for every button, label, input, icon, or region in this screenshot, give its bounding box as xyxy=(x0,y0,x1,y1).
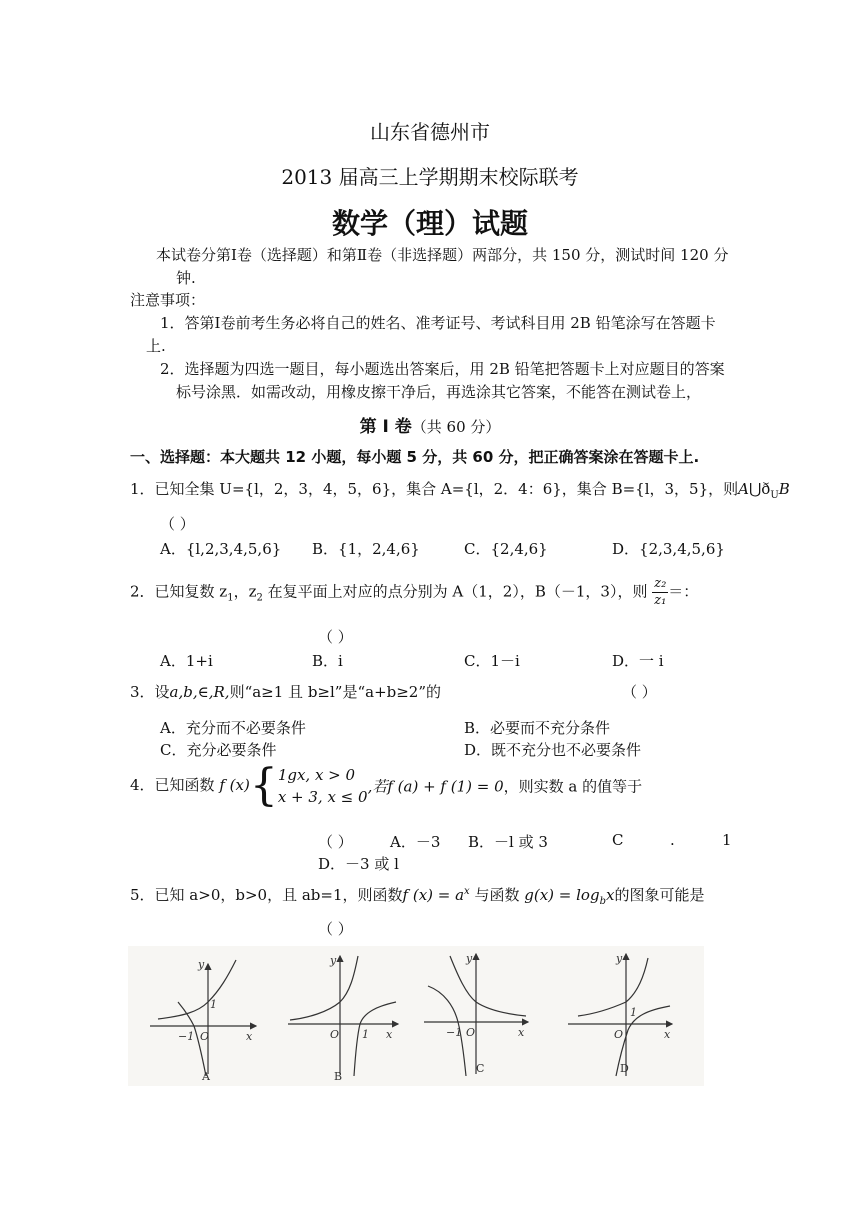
graph-a-x-label: x xyxy=(246,1030,253,1043)
q4-case-1: 1gx, x > 0 xyxy=(277,766,356,784)
q1-expr-a: A xyxy=(738,480,749,498)
q5-f1-sup: x xyxy=(464,886,470,897)
graph-b-exp-curve xyxy=(290,956,358,1020)
q5-f2-sub: b xyxy=(599,896,606,907)
graph-a-origin: O xyxy=(200,1030,210,1043)
graph-b-x-label: x xyxy=(386,1028,393,1041)
graph-b-origin: O xyxy=(330,1028,340,1041)
q5-graphs-figure xyxy=(128,946,704,1086)
graph-d xyxy=(568,954,672,1076)
q2-frac-num: z₂ xyxy=(654,576,667,591)
q3-text-pre: 3．设 xyxy=(130,683,170,701)
intro-line-1: 本试卷分第Ⅰ卷（选择题）和第Ⅱ卷（非选择题）两部分，共 150 分，测试时间 120 分 xyxy=(156,246,729,264)
q2-sub-2: 2 xyxy=(256,592,263,604)
q4-text-post: ，则实数 a 的值等于 xyxy=(503,777,643,796)
q4-cases xyxy=(278,764,368,808)
graph-c-neg-one: −1 xyxy=(446,1026,463,1039)
q5-text-pre: 5．已知 a>0，b>0，且 ab=1，则函数 xyxy=(130,886,403,904)
q2-tail: ＝： xyxy=(668,582,699,601)
graph-a-neg-one: −1 xyxy=(178,1030,195,1043)
q3-option-a: A．充分而不必要条件 xyxy=(160,719,306,737)
graph-b-one: 1 xyxy=(362,1028,369,1041)
region-title: 山东省德州市 xyxy=(370,120,490,144)
q2-frac-den: z₁ xyxy=(654,593,667,608)
q4-paren: （ ） xyxy=(318,833,353,851)
q4-condition: ,若f (a) + f (1) = 0 xyxy=(367,777,504,796)
graph-c-origin: O xyxy=(466,1026,476,1039)
q4-option-b: B．－l 或 3 xyxy=(468,833,548,851)
q3-paren: （ ） xyxy=(622,683,657,701)
graph-d-letter: D xyxy=(620,1062,629,1075)
q5-f1: f (x) = a xyxy=(402,886,465,904)
section-score: （共 60 分） xyxy=(411,418,501,436)
q1-expr-sub: U xyxy=(770,490,779,501)
q4-option-d: D．－3 或 l xyxy=(318,855,399,873)
q1-expr-op: ⋃ð xyxy=(748,480,771,498)
notice-item-2: 2．选择题为四选一题目，每小题选出答案后，用 2B 铅笔把答题卡上对应题目的答案 xyxy=(160,360,725,378)
q5-f2: g(x) = log xyxy=(524,886,600,904)
graph-a-y-label: y xyxy=(198,958,205,971)
q5-text-post: 的图象可能是 xyxy=(614,886,705,904)
notice-heading: 注意事项： xyxy=(130,291,206,309)
q2-mid-2: 在复平面上对应的点分别为 A（1，2），B（－1，3），则 xyxy=(262,582,648,601)
graph-a-exp-curve xyxy=(158,960,236,1019)
q2-sub-1: 1 xyxy=(227,592,234,604)
q1-option-d: D．{2,3,4,5,6} xyxy=(612,540,725,558)
q4-case-2: x + 3, x ≤ 0 xyxy=(277,788,368,806)
graph-b-letter: B xyxy=(334,1070,343,1083)
q2-option-d: D．一 i xyxy=(612,652,664,670)
graph-b-y-label: y xyxy=(330,954,337,967)
q3-option-d: D．既不充分也不必要条件 xyxy=(464,741,642,759)
q2-mid-1: ，z xyxy=(233,582,257,601)
graph-c xyxy=(424,954,528,1076)
question-2 xyxy=(130,576,698,609)
q4-brace: { xyxy=(249,760,278,811)
q5-f2-tail: x xyxy=(605,886,615,904)
q3-option-b: B．必要而不充分条件 xyxy=(464,719,611,737)
q5-paren: （ ） xyxy=(318,920,353,938)
q4-fx: f (x) xyxy=(219,776,250,794)
question-3 xyxy=(130,681,441,702)
subject-title: 数学（理）试题 xyxy=(331,207,528,240)
q1-paren: （ ） xyxy=(160,515,195,533)
graph-d-one: 1 xyxy=(630,1006,637,1019)
q5-mid: 与函数 xyxy=(474,886,520,904)
notice-item-1-cont: 上. xyxy=(146,337,166,355)
q1-option-b: B．{1，2,4,6} xyxy=(312,540,420,558)
q2-paren: （ ） xyxy=(318,628,353,646)
q1-option-c: C．{2,4,6} xyxy=(464,540,548,558)
graph-a-one: 1 xyxy=(210,998,217,1011)
q2-text: 2．已知复数 z xyxy=(130,582,228,601)
q2-option-c: C．1－i xyxy=(464,652,520,670)
graph-c-letter: C xyxy=(476,1062,485,1075)
section-instruction: 一、选择题：本大题共 12 小题，每小题 5 分，共 60 分，把正确答案涂在答题卡上. xyxy=(130,448,700,466)
notice-item-2-cont: 标号涂黑．如需改动，用橡皮擦干净后，再选涂其它答案，不能答在测试卷上， xyxy=(176,383,702,401)
graph-c-exp-curve xyxy=(450,956,526,1016)
q3-text-post: 则“a≥1 且 b≥l”是“a+b≥2”的 xyxy=(229,683,442,701)
q1-expr-b: B xyxy=(778,480,790,498)
question-5 xyxy=(130,884,704,907)
q3-option-c: C．充分必要条件 xyxy=(160,741,277,759)
q2-option-a: A．1+i xyxy=(160,652,213,670)
q5-graphs-svg xyxy=(128,946,704,1086)
intro-line-2: 钟. xyxy=(176,269,196,287)
question-1 xyxy=(130,478,790,501)
section-header xyxy=(0,412,860,437)
q4-option-c-letter: C xyxy=(612,831,624,849)
graph-d-x-label: x xyxy=(664,1028,671,1041)
graph-a-letter: A xyxy=(202,1070,210,1083)
exam-title: 2013 届高三上学期期末校际联考 xyxy=(281,165,579,189)
graph-c-y-label: y xyxy=(466,952,473,965)
graph-a xyxy=(150,960,256,1076)
section-title: 第 Ⅰ 卷 xyxy=(359,417,412,437)
question-4 xyxy=(130,760,643,811)
q1-text: 1．已知全集 U={l，2，3，4，5，6}，集合 A={l，2．4：6}，集合 B={l，3，5}，则 xyxy=(130,480,739,498)
q2-fraction xyxy=(652,576,668,609)
q4-option-a: A．－3 xyxy=(390,833,441,851)
q4-option-c-value: 1 xyxy=(722,831,732,849)
q4-option-c-dot: . xyxy=(670,831,675,849)
q1-option-a: A．{l,2,3,4,5,6} xyxy=(160,540,282,558)
q2-option-b: B．i xyxy=(312,652,343,670)
graph-d-exp-curve xyxy=(578,958,648,1016)
q4-text-pre: 4．已知函数 xyxy=(130,776,215,794)
graph-d-y-label: y xyxy=(616,952,623,965)
graph-c-x-label: x xyxy=(518,1026,525,1039)
notice-item-1: 1．答第Ⅰ卷前考生务必将自己的姓名、准考证号、考试科目用 2B 铅笔涂写在答题卡 xyxy=(160,314,716,332)
graph-d-origin: O xyxy=(614,1028,624,1041)
graph-b xyxy=(288,956,398,1076)
q3-vars: a,b,∈,R, xyxy=(169,683,230,701)
